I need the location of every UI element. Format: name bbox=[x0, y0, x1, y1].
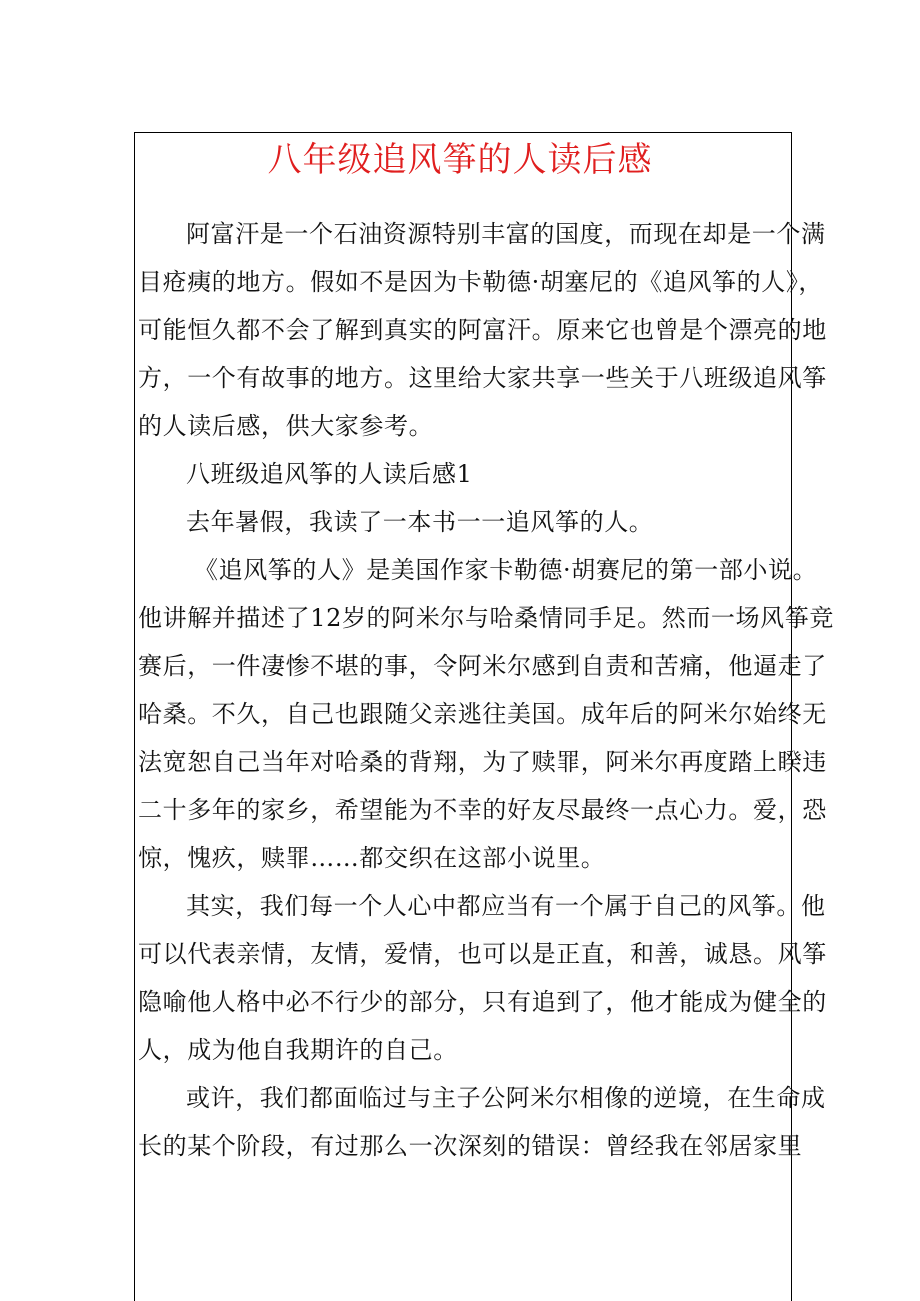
text-line: 可以代表亲情，友情，爱情，也可以是正直，和善，诚恳。风筝 bbox=[138, 940, 827, 968]
text-line: 可能恒久都不会了解到真实的阿富汗。原来它也曾是个漂亮的地 bbox=[138, 316, 827, 344]
text-line: 方，一个有故事的地方。这里给大家共享一些关于八班级追风筝 bbox=[138, 364, 827, 392]
document-body bbox=[138, 210, 834, 1170]
text-line: 惊，愧疚，赎罪……都交织在这部小说里。 bbox=[138, 844, 606, 872]
text-line: 的人读后感，供大家参考。 bbox=[138, 412, 434, 440]
text-line: 他讲解并描述了12岁的阿米尔与哈桑情同手足。然而一场风筝竞 bbox=[138, 604, 834, 632]
text-line: 二十多年的家乡，希望能为不幸的好友尽最终一点心力。爱，恐 bbox=[138, 796, 827, 824]
text-line: 赛后，一件凄惨不堪的事，令阿米尔感到自责和苦痛，他逼走了 bbox=[138, 652, 827, 680]
text-line: 隐喻他人格中必不行少的部分，只有追到了，他才能成为健全的 bbox=[138, 988, 827, 1016]
section-heading: 八班级追风筝的人读后感1 bbox=[186, 460, 473, 488]
text-line: 阿富汗是一个石油资源特别丰富的国度，而现在却是一个满 bbox=[186, 220, 826, 248]
text-line: 《追风筝的人》是美国作家卡勒德·胡赛尼的第一部小说。 bbox=[194, 556, 818, 584]
text-line: 其实，我们每一个人心中都应当有一个属于自己的风筝。他 bbox=[186, 892, 826, 920]
text-line: 长的某个阶段，有过那么一次深刻的错误：曾经我在邻居家里 bbox=[138, 1132, 803, 1160]
text-line: 目疮痍的地方。假如不是因为卡勒德·胡塞尼的《追风筝的人》， bbox=[138, 268, 824, 296]
text-line: 法宽恕自己当年对哈桑的背翔，为了赎罪，阿米尔再度踏上睽违 bbox=[138, 748, 827, 776]
text-line: 或许，我们都面临过与主子公阿米尔相像的逆境，在生命成 bbox=[186, 1084, 826, 1112]
text-line: 哈桑。不久，自己也跟随父亲逃往美国。成年后的阿米尔始终无 bbox=[138, 700, 827, 728]
text-line: 去年暑假，我读了一本书一一追风筝的人。 bbox=[186, 508, 654, 536]
text-line: 人，成为他自我期许的自己。 bbox=[138, 1036, 458, 1064]
document-title: 八年级追风筝的人读后感 bbox=[267, 140, 653, 180]
